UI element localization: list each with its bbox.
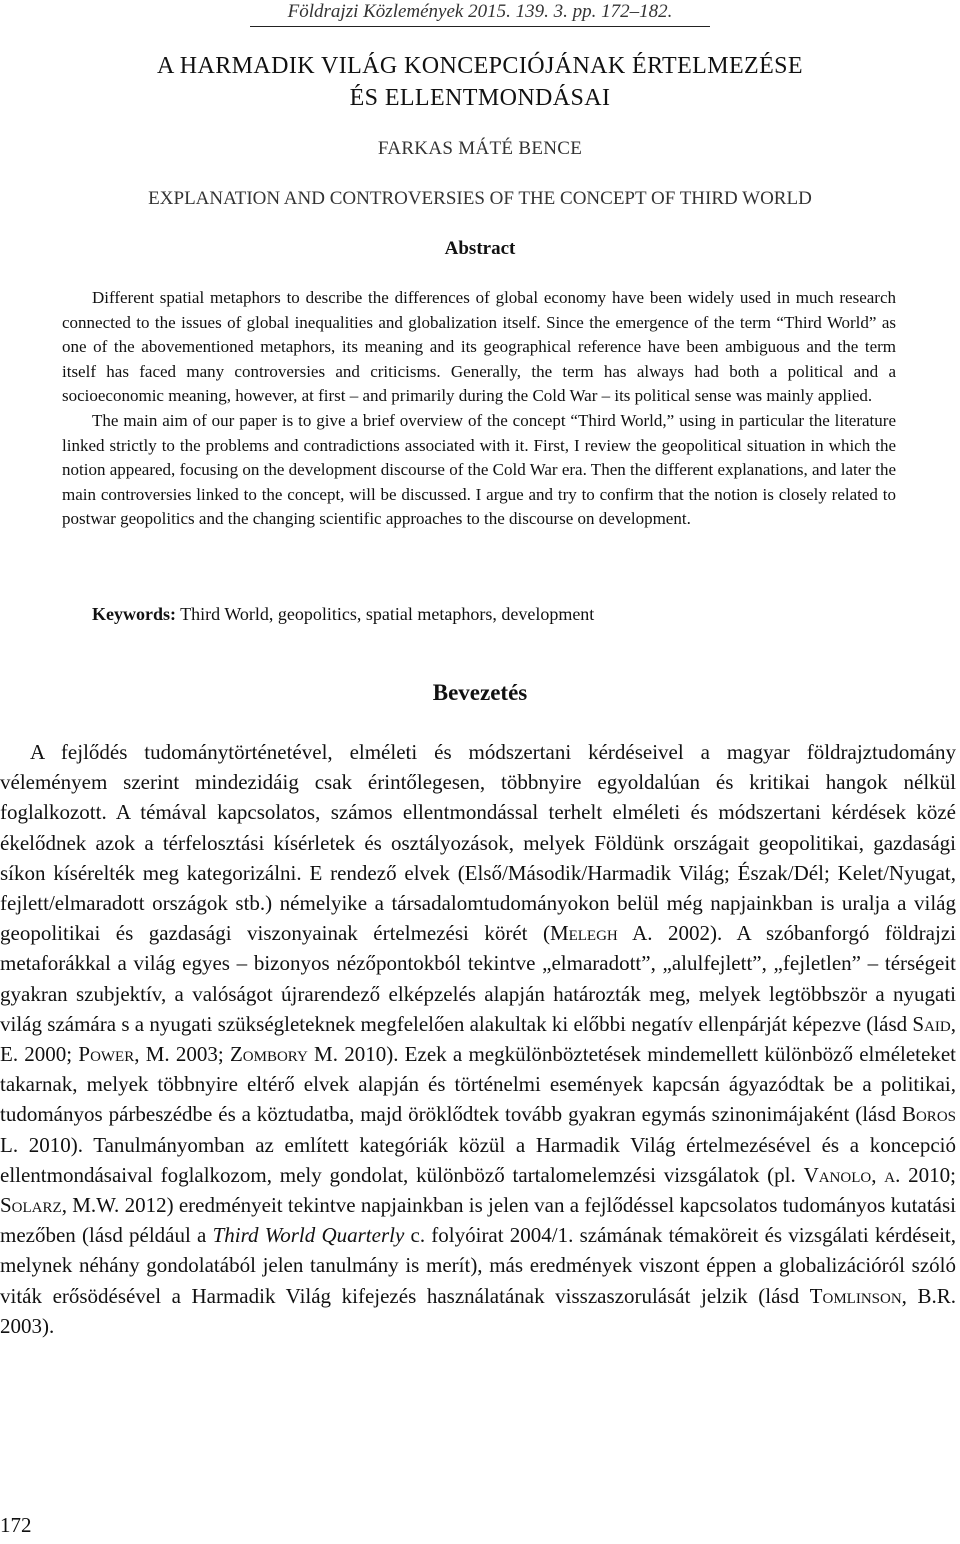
journal-title: Third World Quarterly [212,1223,405,1248]
citation-author: Vanolo, a. [803,1162,901,1187]
body-text-run: L. 2010). Tanulmányomban az említett kategóriák közül a Harmadik Világ értelmezésével és a koncepció ellentmondásaival foglalkozom, mely gondolat, különböző tartalomelemzési vizsgálatok (pl. [0,1132,956,1187]
article-title [60,50,900,114]
article-title-line-1: A HARMADIK VILÁG KONCEPCIÓJÁNAK ÉRTELMEZÉSE [157,53,803,79]
running-header: Földrajzi Közlemények 2015. 139. 3. pp. 172–182. [250,0,710,27]
body-paragraph [0,737,956,1341]
citation-author: Zombory [229,1042,308,1067]
citation-author: Solarz [0,1193,62,1218]
body-text-run: , E. 2000; [0,1011,956,1067]
author-name: FARKAS MÁTÉ BENCE [377,138,583,159]
keywords-label: Keywords: [92,604,176,624]
body-text-run: , M.W. 2012) eredményeit tekintve napjainkban is jelen van a fejlődéssel kapcsolatos tudományos kutatási mezőben (lásd például a [0,1193,956,1248]
citation-author: Said [912,1011,951,1036]
body-text-run: A fejlődés tudománytörténetével, elméleti és módszertani kérdéseivel a magyar földrajztudomány véleményem szerint mindezidáig csak érintőlegesen, többnyire egyoldalúan és kritikai hangok nélkül foglalkozott. A témával kapcsolatos, számos ellentmondással terhelt elméleti és módszertani kérdések közé ékelődnek azok a térfelosztási kísérletek és osztályozások, melyek Földünk országait geopolitikai, gazdasági síkon kísérelték meg kategorizálni. E rendező elvek (Első/Második/Harmadik Világ; Észak/Dél; Kelet/Nyugat, fejlett/elmaradott országok stb.) némelyike a társadalomtudományokon belül még napjainkban is uralja a világ geopolitikai és gazdasági viszonyainak értelmezési körét ( [0,740,956,946]
section-heading: Bevezetés [432,680,528,705]
abstract-paragraph: Different spatial metaphors to describe the differences of global economy have been widely used in much research connected to the issues of global inequalities and globalization itself. Since the emergence of the term “Third World” as one of the abovementioned metaphors, its meaning and its geographical reference have been ambiguous and the term itself has faced many controversies and criticisms. Generally, the term has always had both a political and a socioeconomic meaning, however, at first – and primarily during the Cold War – its political sense was mainly applied. [62,288,896,406]
body-text-run: , M. 2003; [134,1042,230,1067]
body-text-run: , B.R. 2003). [0,1283,957,1338]
citation-author: Power [78,1042,135,1067]
citation-author: Boros [901,1102,956,1127]
body-text-run: A. 2002). A szóbanforgó földrajzi metaforákkal a világ egyes – bizonyos nézőpontokból tekintve „elmaradott”, „alulfejlett”, „fejletlen” – térségeit gyakran szubjektív, a valóságot újrarendező elképzelés alapján határozták meg, melyek legtöbbször a nyugati világ számára s a nyugati szükségleteknek megfelelően alakultak ki előbbi negatív ellenpárját képezve (lásd [0,921,956,1036]
abstract-body [62,286,896,532]
abstract-heading: Abstract [444,238,516,259]
citation-author: Melegh [549,921,618,946]
page-number: 172 [0,1513,32,1537]
citation-author: Tomlinson [809,1283,902,1308]
body-text-run: 2010; [900,1162,956,1187]
abstract-paragraph: The main aim of our paper is to give a brief overview of the concept “Third World,” using in particular the literature linked strictly to the problems and contradictions associated with it. First, I review the geopolitical situation in which the notion appeared, focusing on the development discourse of the Cold War era. Then the different explanations, and later the main controversies linked to the concept, will be discussed. I argue and try to confirm that the notion is closely related to postwar geopolitics and the changing scientific approaches to the discourse on development. [62,410,896,529]
body-text-run: c. folyóirat 2004/1. számának témaköreit és vizsgálati kérdéseit, melynek néhány gondolatából jelen tanulmány is merít), más eredmények viszont éppen a globalizációról szóló viták erősödésével a Harmadik Világ kifejezés használatának visszaszorulását jelzik (lásd [0,1223,957,1308]
keywords-list: Third World, geopolitics, spatial metaphors, development [176,604,595,624]
article-title-line-2: ÉS ELLENTMONDÁSAI [349,85,611,111]
english-title: EXPLANATION AND CONTROVERSIES OF THE CONCEPT OF THIRD WORLD [148,188,812,209]
keywords [92,604,594,625]
body-text-run: M. 2010). Ezek a megkülönböztetések mindemellett különböző elméleteket takarnak, melyek többnyire eltérő elvek alapján és történelmi események kapcsán ágyazódtak be a politikai, tudományos párbeszédbe és a köztudatba, majd öröklődtek tovább gyakran egymás szinonimájaként (lásd [0,1042,956,1127]
